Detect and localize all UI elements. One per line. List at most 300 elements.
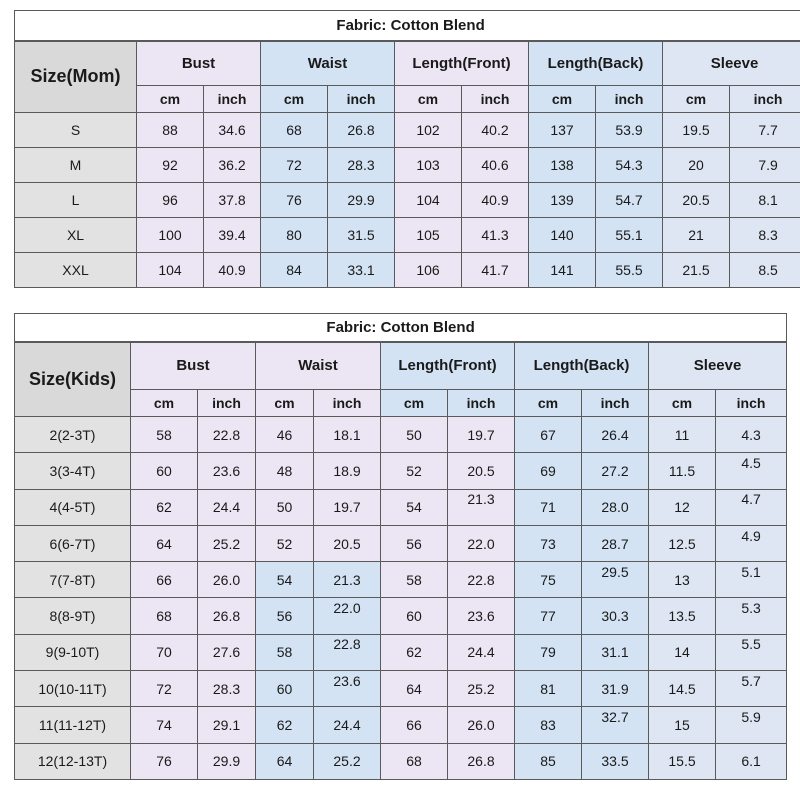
- measurement-cell: [131, 598, 198, 634]
- measurement-value: 34.6: [218, 122, 246, 138]
- measurement-cell: [582, 453, 649, 489]
- group-header: Waist: [256, 342, 381, 390]
- measurement-value: 13.5: [668, 608, 696, 625]
- measurement-value: 22.0: [467, 535, 495, 552]
- table-row: [15, 634, 787, 670]
- measurement-value: 67: [540, 426, 556, 443]
- measurement-value: 20.5: [682, 192, 710, 208]
- measurement-cell: [596, 113, 663, 148]
- measurement-value: 104: [416, 192, 440, 208]
- measurement-cell: [314, 453, 381, 489]
- measurement-cell: [730, 183, 800, 218]
- measurement-value: 84: [286, 262, 302, 278]
- measurement-cell: [256, 562, 314, 598]
- measurement-value: 21.3: [467, 491, 495, 508]
- measurement-value: 8.3: [758, 227, 778, 243]
- size-label: XL: [15, 218, 137, 253]
- measurement-cell: [131, 634, 198, 670]
- measurement-cell: [448, 598, 515, 634]
- measurement-cell: [198, 489, 256, 525]
- measurement-value: 54: [406, 499, 422, 516]
- measurement-cell: [256, 598, 314, 634]
- measurement-value: 33.5: [601, 753, 629, 770]
- measurement-cell: [198, 707, 256, 743]
- table-row: [15, 489, 787, 525]
- measurement-cell: [515, 525, 582, 561]
- measurement-cell: [314, 489, 381, 525]
- measurement-value: 85: [540, 753, 556, 770]
- measurement-value: 18.9: [333, 462, 361, 479]
- measurement-cell: [649, 417, 716, 453]
- size-label: 4(4-5T): [15, 489, 131, 525]
- measurement-cell: [381, 453, 448, 489]
- measurement-value: 24.4: [212, 499, 241, 516]
- measurement-cell: [131, 671, 198, 707]
- fabric-title: Fabric: Cotton Blend: [15, 314, 787, 342]
- measurement-cell: [198, 598, 256, 634]
- measurement-cell: [131, 417, 198, 453]
- table-row: [15, 525, 787, 561]
- measurement-cell: [448, 707, 515, 743]
- measurement-value: 23.6: [333, 672, 361, 689]
- measurement-cell: [730, 113, 800, 148]
- measurement-value: 19.7: [467, 426, 495, 443]
- measurement-cell: [314, 598, 381, 634]
- measurement-cell: [448, 634, 515, 670]
- measurement-value: 41.3: [481, 227, 509, 243]
- measurement-value: 28.7: [601, 535, 629, 552]
- measurement-value: 73: [540, 535, 556, 552]
- measurement-cell: [314, 525, 381, 561]
- measurement-value: 31.1: [601, 644, 629, 661]
- measurement-cell: [582, 489, 649, 525]
- measurement-cell: [395, 113, 462, 148]
- measurement-cell: [529, 253, 596, 288]
- measurement-cell: [131, 743, 198, 779]
- measurement-cell: [256, 634, 314, 670]
- measurement-value: 26.0: [467, 717, 495, 734]
- unit-header: inch: [716, 390, 787, 417]
- measurement-cell: [256, 525, 314, 561]
- measurement-cell: [328, 148, 395, 183]
- measurement-value: 58: [276, 644, 293, 661]
- measurement-value: 52: [276, 535, 293, 552]
- measurement-cell: [131, 453, 198, 489]
- measurement-cell: [328, 253, 395, 288]
- measurement-value: 106: [416, 262, 440, 278]
- measurement-cell: [515, 598, 582, 634]
- measurement-cell: [582, 707, 649, 743]
- measurement-cell: [716, 489, 787, 525]
- measurement-cell: [716, 525, 787, 561]
- measurement-value: 64: [276, 753, 293, 770]
- measurement-cell: [137, 148, 204, 183]
- measurement-cell: [649, 743, 716, 779]
- table-row: [15, 562, 787, 598]
- unit-header: cm: [529, 86, 596, 113]
- measurement-value: 100: [158, 227, 182, 243]
- measurement-value: 141: [550, 262, 574, 278]
- measurement-cell: [716, 743, 787, 779]
- measurement-value: 14: [674, 644, 690, 661]
- measurement-value: 72: [286, 157, 302, 173]
- measurement-value: 25.2: [333, 753, 361, 770]
- size-label: 10(10-11T): [15, 671, 131, 707]
- measurement-cell: [204, 253, 261, 288]
- measurement-value: 5.9: [741, 709, 761, 726]
- measurement-cell: [314, 743, 381, 779]
- measurement-cell: [261, 218, 328, 253]
- measurement-value: 29.5: [601, 563, 629, 580]
- measurement-value: 36.2: [218, 157, 246, 173]
- measurement-value: 76: [156, 753, 172, 770]
- measurement-value: 46: [276, 426, 293, 443]
- measurement-value: 29.9: [212, 753, 241, 770]
- measurement-value: 40.9: [481, 192, 509, 208]
- size-label: 7(7-8T): [15, 562, 131, 598]
- table-row: [15, 218, 800, 253]
- measurement-cell: [448, 562, 515, 598]
- mom-size-table: [14, 10, 800, 288]
- measurement-cell: [314, 562, 381, 598]
- measurement-cell: [448, 525, 515, 561]
- fabric-title: Fabric: Cotton Blend: [15, 11, 800, 41]
- measurement-cell: [649, 598, 716, 634]
- measurement-cell: [204, 148, 261, 183]
- measurement-value: 139: [550, 192, 574, 208]
- table-row: [15, 598, 787, 634]
- measurement-cell: [137, 218, 204, 253]
- measurement-cell: [663, 113, 730, 148]
- measurement-cell: [462, 148, 529, 183]
- measurement-value: 71: [540, 499, 556, 516]
- size-label: L: [15, 183, 137, 218]
- measurement-value: 56: [406, 535, 422, 552]
- measurement-value: 29.9: [347, 192, 375, 208]
- unit-header: inch: [328, 86, 395, 113]
- measurement-value: 5.1: [741, 563, 761, 580]
- measurement-cell: [198, 634, 256, 670]
- measurement-cell: [314, 634, 381, 670]
- measurement-value: 19.5: [682, 122, 710, 138]
- measurement-value: 53.9: [615, 122, 643, 138]
- measurement-cell: [314, 671, 381, 707]
- measurement-cell: [649, 707, 716, 743]
- measurement-value: 23.6: [467, 608, 495, 625]
- measurement-cell: [328, 183, 395, 218]
- measurement-value: 81: [540, 680, 556, 697]
- measurement-value: 62: [276, 717, 293, 734]
- measurement-value: 62: [156, 499, 172, 516]
- measurement-value: 69: [540, 462, 556, 479]
- measurement-value: 58: [156, 426, 172, 443]
- table-row: [15, 148, 800, 183]
- measurement-cell: [256, 707, 314, 743]
- measurement-cell: [381, 489, 448, 525]
- measurement-cell: [137, 253, 204, 288]
- unit-header: cm: [256, 390, 314, 417]
- unit-header: inch: [462, 86, 529, 113]
- measurement-cell: [131, 707, 198, 743]
- measurement-value: 20.5: [333, 535, 361, 552]
- measurement-value: 76: [286, 192, 302, 208]
- measurement-value: 80: [286, 227, 302, 243]
- unit-header: inch: [448, 390, 515, 417]
- measurement-cell: [256, 417, 314, 453]
- measurement-value: 83: [540, 717, 556, 734]
- measurement-cell: [137, 183, 204, 218]
- measurement-value: 26.8: [212, 608, 241, 625]
- measurement-value: 103: [416, 157, 440, 173]
- measurement-cell: [328, 113, 395, 148]
- measurement-value: 33.1: [347, 262, 375, 278]
- measurement-value: 55.1: [615, 227, 643, 243]
- group-header: Sleeve: [649, 342, 787, 390]
- measurement-value: 15: [674, 717, 690, 734]
- measurement-cell: [716, 417, 787, 453]
- measurement-cell: [198, 453, 256, 489]
- measurement-value: 5.5: [741, 636, 761, 653]
- measurement-value: 4.9: [741, 527, 761, 544]
- measurement-cell: [515, 453, 582, 489]
- measurement-cell: [395, 148, 462, 183]
- measurement-cell: [328, 218, 395, 253]
- unit-header: inch: [596, 86, 663, 113]
- measurement-cell: [515, 743, 582, 779]
- measurement-value: 75: [540, 571, 556, 588]
- measurement-value: 21.3: [333, 571, 361, 588]
- table-row: [15, 113, 800, 148]
- measurement-cell: [261, 253, 328, 288]
- measurement-cell: [649, 453, 716, 489]
- measurement-value: 60: [156, 462, 172, 479]
- measurement-cell: [381, 598, 448, 634]
- measurement-value: 22.8: [467, 571, 495, 588]
- measurement-value: 24.4: [333, 717, 361, 734]
- measurement-value: 140: [550, 227, 574, 243]
- measurement-cell: [462, 113, 529, 148]
- measurement-cell: [131, 489, 198, 525]
- size-column-header: Size(Mom): [15, 41, 137, 113]
- measurement-value: 20.5: [467, 462, 495, 479]
- size-label: 6(6-7T): [15, 525, 131, 561]
- measurement-cell: [256, 453, 314, 489]
- measurement-cell: [381, 417, 448, 453]
- table-row: [15, 453, 787, 489]
- measurement-value: 19.7: [333, 499, 361, 516]
- group-header: Bust: [131, 342, 256, 390]
- measurement-value: 21.5: [682, 262, 710, 278]
- measurement-cell: [716, 562, 787, 598]
- measurement-cell: [198, 671, 256, 707]
- measurement-value: 41.7: [481, 262, 509, 278]
- measurement-cell: [515, 707, 582, 743]
- measurement-value: 15.5: [668, 753, 696, 770]
- measurement-value: 22.0: [333, 600, 361, 617]
- unit-header: inch: [582, 390, 649, 417]
- measurement-value: 58: [406, 571, 422, 588]
- measurement-value: 68: [156, 608, 172, 625]
- measurement-value: 25.2: [212, 535, 241, 552]
- size-label: S: [15, 113, 137, 148]
- measurement-cell: [663, 183, 730, 218]
- measurement-cell: [198, 743, 256, 779]
- measurement-cell: [256, 489, 314, 525]
- measurement-value: 31.9: [601, 680, 629, 697]
- measurement-value: 92: [162, 157, 178, 173]
- measurement-value: 96: [162, 192, 178, 208]
- size-label: 3(3-4T): [15, 453, 131, 489]
- measurement-cell: [448, 743, 515, 779]
- measurement-value: 66: [156, 571, 172, 588]
- measurement-value: 25.2: [467, 680, 495, 697]
- measurement-value: 68: [286, 122, 302, 138]
- measurement-cell: [448, 489, 515, 525]
- group-header: Length(Back): [515, 342, 649, 390]
- measurement-value: 54.3: [615, 157, 643, 173]
- measurement-value: 12: [674, 499, 690, 516]
- group-header: Sleeve: [663, 41, 800, 86]
- measurement-cell: [716, 671, 787, 707]
- measurement-value: 24.4: [467, 644, 495, 661]
- measurement-value: 14.5: [668, 680, 696, 697]
- measurement-value: 68: [406, 753, 422, 770]
- measurement-cell: [515, 489, 582, 525]
- measurement-cell: [381, 743, 448, 779]
- measurement-value: 5.3: [741, 600, 761, 617]
- table-row: [15, 183, 800, 218]
- size-label: 11(11-12T): [15, 707, 131, 743]
- measurement-value: 50: [276, 499, 293, 516]
- measurement-value: 27.6: [212, 644, 241, 661]
- measurement-cell: [515, 562, 582, 598]
- measurement-cell: [716, 598, 787, 634]
- size-label: M: [15, 148, 137, 183]
- group-header: Bust: [137, 41, 261, 86]
- measurement-cell: [582, 671, 649, 707]
- measurement-cell: [131, 525, 198, 561]
- measurement-cell: [515, 634, 582, 670]
- measurement-cell: [649, 562, 716, 598]
- measurement-cell: [730, 148, 800, 183]
- measurement-cell: [663, 148, 730, 183]
- measurement-value: 54: [276, 571, 293, 588]
- measurement-cell: [730, 253, 800, 288]
- measurement-cell: [137, 113, 204, 148]
- measurement-cell: [462, 183, 529, 218]
- measurement-value: 11: [674, 426, 690, 443]
- measurement-value: 37.8: [218, 192, 246, 208]
- measurement-value: 32.7: [601, 709, 629, 726]
- unit-header: cm: [395, 86, 462, 113]
- measurement-cell: [462, 253, 529, 288]
- measurement-value: 74: [156, 717, 172, 734]
- measurement-value: 79: [540, 644, 556, 661]
- measurement-cell: [529, 218, 596, 253]
- measurement-value: 13: [674, 571, 690, 588]
- measurement-cell: [198, 525, 256, 561]
- measurement-value: 6.1: [741, 753, 761, 770]
- group-header: Waist: [261, 41, 395, 86]
- table-row: [15, 253, 800, 288]
- measurement-value: 23.6: [212, 462, 241, 479]
- measurement-cell: [649, 525, 716, 561]
- size-label: 9(9-10T): [15, 634, 131, 670]
- measurement-cell: [314, 417, 381, 453]
- measurement-value: 64: [406, 680, 422, 697]
- measurement-value: 137: [550, 122, 574, 138]
- measurement-value: 40.6: [481, 157, 509, 173]
- measurement-cell: [529, 183, 596, 218]
- measurement-cell: [582, 634, 649, 670]
- unit-header: cm: [261, 86, 328, 113]
- measurement-cell: [596, 148, 663, 183]
- measurement-cell: [261, 183, 328, 218]
- measurement-cell: [261, 113, 328, 148]
- measurement-value: 4.7: [741, 491, 761, 508]
- measurement-value: 22.8: [212, 426, 241, 443]
- measurement-cell: [582, 743, 649, 779]
- measurement-value: 26.0: [212, 571, 241, 588]
- measurement-value: 29.1: [212, 717, 241, 734]
- measurement-cell: [395, 183, 462, 218]
- unit-header: inch: [198, 390, 256, 417]
- measurement-value: 39.4: [218, 227, 246, 243]
- measurement-cell: [381, 562, 448, 598]
- measurement-value: 12.5: [668, 535, 696, 552]
- measurement-value: 26.4: [601, 426, 629, 443]
- measurement-cell: [448, 417, 515, 453]
- measurement-cell: [716, 634, 787, 670]
- measurement-value: 31.5: [347, 227, 375, 243]
- measurement-value: 104: [158, 262, 182, 278]
- unit-header: inch: [314, 390, 381, 417]
- measurement-cell: [261, 148, 328, 183]
- measurement-cell: [204, 113, 261, 148]
- measurement-cell: [381, 634, 448, 670]
- measurement-value: 11.5: [668, 462, 696, 479]
- measurement-value: 4.5: [741, 454, 761, 471]
- measurement-cell: [582, 417, 649, 453]
- measurement-value: 88: [162, 122, 178, 138]
- measurement-cell: [596, 183, 663, 218]
- measurement-cell: [448, 453, 515, 489]
- measurement-value: 70: [156, 644, 172, 661]
- measurement-value: 7.7: [758, 122, 778, 138]
- measurement-cell: [529, 113, 596, 148]
- measurement-value: 28.0: [601, 499, 629, 516]
- measurement-value: 105: [416, 227, 440, 243]
- size-label: 8(8-9T): [15, 598, 131, 634]
- measurement-cell: [256, 671, 314, 707]
- measurement-value: 40.9: [218, 262, 246, 278]
- measurement-cell: [515, 417, 582, 453]
- size-label: XXL: [15, 253, 137, 288]
- measurement-cell: [649, 634, 716, 670]
- measurement-value: 77: [540, 608, 556, 625]
- measurement-value: 18.1: [333, 426, 361, 443]
- measurement-value: 26.8: [347, 122, 375, 138]
- measurement-cell: [582, 525, 649, 561]
- measurement-cell: [582, 562, 649, 598]
- measurement-cell: [395, 218, 462, 253]
- measurement-cell: [716, 453, 787, 489]
- measurement-value: 28.3: [347, 157, 375, 173]
- measurement-value: 48: [276, 462, 293, 479]
- group-header: Length(Front): [381, 342, 515, 390]
- table-row: [15, 671, 787, 707]
- measurement-value: 30.3: [601, 608, 629, 625]
